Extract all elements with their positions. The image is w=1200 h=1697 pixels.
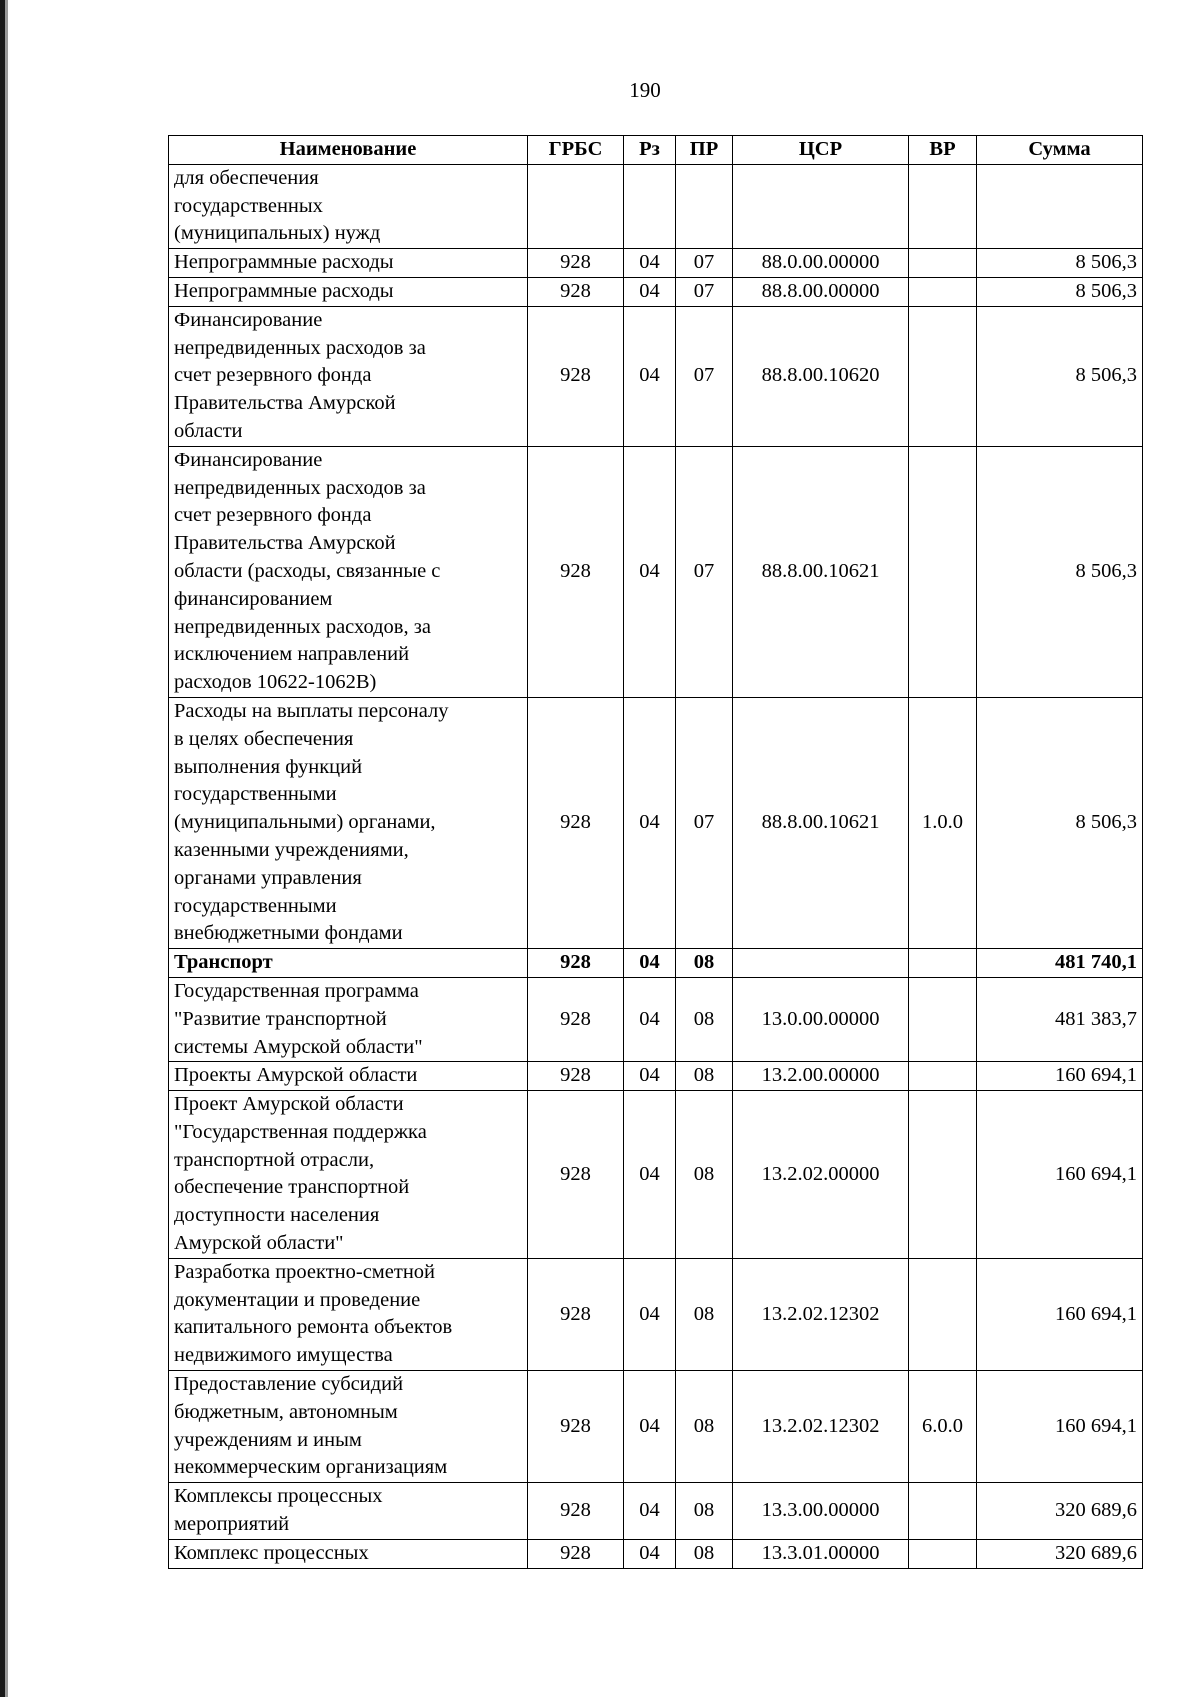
cell-name: Проект Амурской области "Государственная поддержка транспортной отрасли, обеспечение транспортной доступности населения Амурской области" — [169, 1091, 528, 1259]
cell-vr — [909, 977, 977, 1061]
cell-grbs: 928 — [528, 949, 624, 978]
cell-csr: 88.8.00.10620 — [733, 306, 909, 446]
table-row — [169, 446, 1143, 697]
table-row — [169, 249, 1143, 278]
cell-amount: 8 506,3 — [977, 249, 1143, 278]
cell-amount: 320 689,6 — [977, 1539, 1143, 1568]
cell-name: Государственная программа "Развитие транспортной системы Амурской области" — [169, 977, 528, 1061]
cell-pr: 08 — [676, 1062, 733, 1091]
cell-rz: 04 — [624, 697, 676, 948]
cell-amount: 160 694,1 — [977, 1062, 1143, 1091]
cell-grbs: 928 — [528, 1371, 624, 1483]
cell-name: Комплексы процессных мероприятий — [169, 1483, 528, 1540]
cell-pr: 07 — [676, 446, 733, 697]
table-body — [169, 164, 1143, 1568]
cell-vr — [909, 1258, 977, 1370]
cell-vr — [909, 164, 977, 248]
cell-name: Комплекс процессных — [169, 1539, 528, 1568]
cell-csr: 13.2.02.00000 — [733, 1091, 909, 1259]
table-row — [169, 277, 1143, 306]
cell-vr — [909, 249, 977, 278]
table-row — [169, 164, 1143, 248]
cell-pr: 08 — [676, 1371, 733, 1483]
cell-name: Непрограммные расходы — [169, 277, 528, 306]
table-header-row — [169, 136, 1143, 165]
cell-grbs: 928 — [528, 1062, 624, 1091]
cell-rz: 04 — [624, 1091, 676, 1259]
cell-amount: 8 506,3 — [977, 277, 1143, 306]
header-pr: ПР — [676, 136, 733, 165]
cell-grbs: 928 — [528, 277, 624, 306]
cell-pr: 08 — [676, 977, 733, 1061]
cell-grbs: 928 — [528, 1258, 624, 1370]
cell-name: Расходы на выплаты персоналу в целях обеспечения выполнения функций государственными (муниципальными) органами, казенными учреждениями, органами управления государственными внебюджетными фондами — [169, 697, 528, 948]
table-row — [169, 1483, 1143, 1540]
cell-csr: 88.0.00.00000 — [733, 249, 909, 278]
cell-rz: 04 — [624, 1062, 676, 1091]
cell-grbs: 928 — [528, 446, 624, 697]
scan-edge — [0, 0, 5, 1697]
cell-rz: 04 — [624, 1483, 676, 1540]
cell-amount: 8 506,3 — [977, 446, 1143, 697]
cell-vr — [909, 1483, 977, 1540]
cell-csr — [733, 164, 909, 248]
cell-amount: 481 740,1 — [977, 949, 1143, 978]
cell-grbs: 928 — [528, 306, 624, 446]
cell-name: Разработка проектно-сметной документации и проведение капитального ремонта объектов недвижимого имущества — [169, 1258, 528, 1370]
cell-amount: 160 694,1 — [977, 1091, 1143, 1259]
cell-amount: 481 383,7 — [977, 977, 1143, 1061]
cell-rz: 04 — [624, 949, 676, 978]
table-row — [169, 1258, 1143, 1370]
cell-csr: 13.0.00.00000 — [733, 977, 909, 1061]
table-row — [169, 306, 1143, 446]
cell-grbs — [528, 164, 624, 248]
cell-grbs: 928 — [528, 697, 624, 948]
cell-amount: 160 694,1 — [977, 1258, 1143, 1370]
page-number: 190 — [629, 78, 661, 102]
cell-pr: 07 — [676, 306, 733, 446]
cell-name: Финансирование непредвиденных расходов за счет резервного фонда Правительства Амурской области (расходы, связанные с финансированием непредвиденных расходов, за исключением направлений расходов 10622-1062В) — [169, 446, 528, 697]
cell-name: Транспорт — [169, 949, 528, 978]
cell-vr — [909, 949, 977, 978]
cell-amount: 8 506,3 — [977, 697, 1143, 948]
cell-pr: 07 — [676, 249, 733, 278]
cell-vr — [909, 1062, 977, 1091]
table-row — [169, 1091, 1143, 1259]
cell-rz: 04 — [624, 1371, 676, 1483]
header-csr: ЦСР — [733, 136, 909, 165]
cell-rz: 04 — [624, 977, 676, 1061]
table-row — [169, 1062, 1143, 1091]
cell-pr: 07 — [676, 697, 733, 948]
cell-grbs: 928 — [528, 1539, 624, 1568]
cell-grbs: 928 — [528, 1483, 624, 1540]
cell-name: Проекты Амурской области — [169, 1062, 528, 1091]
cell-name: Предоставление субсидий бюджетным, автономным учреждениям и иным некоммерческим организациям — [169, 1371, 528, 1483]
cell-rz — [624, 164, 676, 248]
table-row — [169, 697, 1143, 948]
cell-csr: 13.3.01.00000 — [733, 1539, 909, 1568]
cell-amount: 160 694,1 — [977, 1371, 1143, 1483]
cell-vr — [909, 306, 977, 446]
table-row — [169, 977, 1143, 1061]
cell-rz: 04 — [624, 1258, 676, 1370]
cell-vr: 6.0.0 — [909, 1371, 977, 1483]
cell-vr — [909, 1091, 977, 1259]
table-row — [169, 1539, 1143, 1568]
budget-table — [168, 135, 1143, 1569]
cell-vr: 1.0.0 — [909, 697, 977, 948]
header-amount: Сумма — [977, 136, 1143, 165]
table-row — [169, 1371, 1143, 1483]
cell-rz: 04 — [624, 446, 676, 697]
cell-csr: 13.2.00.00000 — [733, 1062, 909, 1091]
header-grbs: ГРБС — [528, 136, 624, 165]
cell-pr: 08 — [676, 1483, 733, 1540]
cell-amount — [977, 164, 1143, 248]
cell-csr: 13.3.00.00000 — [733, 1483, 909, 1540]
cell-amount: 8 506,3 — [977, 306, 1143, 446]
cell-grbs: 928 — [528, 1091, 624, 1259]
cell-pr: 08 — [676, 949, 733, 978]
cell-vr — [909, 1539, 977, 1568]
cell-pr: 08 — [676, 1539, 733, 1568]
cell-grbs: 928 — [528, 249, 624, 278]
cell-rz: 04 — [624, 1539, 676, 1568]
cell-csr: 13.2.02.12302 — [733, 1371, 909, 1483]
cell-amount: 320 689,6 — [977, 1483, 1143, 1540]
cell-csr: 88.8.00.10621 — [733, 697, 909, 948]
cell-vr — [909, 277, 977, 306]
cell-csr: 88.8.00.00000 — [733, 277, 909, 306]
cell-name: Непрограммные расходы — [169, 249, 528, 278]
cell-rz: 04 — [624, 249, 676, 278]
cell-rz: 04 — [624, 277, 676, 306]
header-rz: Рз — [624, 136, 676, 165]
cell-vr — [909, 446, 977, 697]
cell-pr: 08 — [676, 1258, 733, 1370]
cell-name: для обеспечения государственных (муниципальных) нужд — [169, 164, 528, 248]
header-vr: ВР — [909, 136, 977, 165]
cell-grbs: 928 — [528, 977, 624, 1061]
cell-pr: 08 — [676, 1091, 733, 1259]
cell-csr: 13.2.02.12302 — [733, 1258, 909, 1370]
cell-rz: 04 — [624, 306, 676, 446]
cell-pr: 07 — [676, 277, 733, 306]
cell-csr: 88.8.00.10621 — [733, 446, 909, 697]
header-name: Наименование — [169, 136, 528, 165]
cell-csr — [733, 949, 909, 978]
table-row — [169, 949, 1143, 978]
cell-name: Финансирование непредвиденных расходов за счет резервного фонда Правительства Амурской области — [169, 306, 528, 446]
cell-pr — [676, 164, 733, 248]
